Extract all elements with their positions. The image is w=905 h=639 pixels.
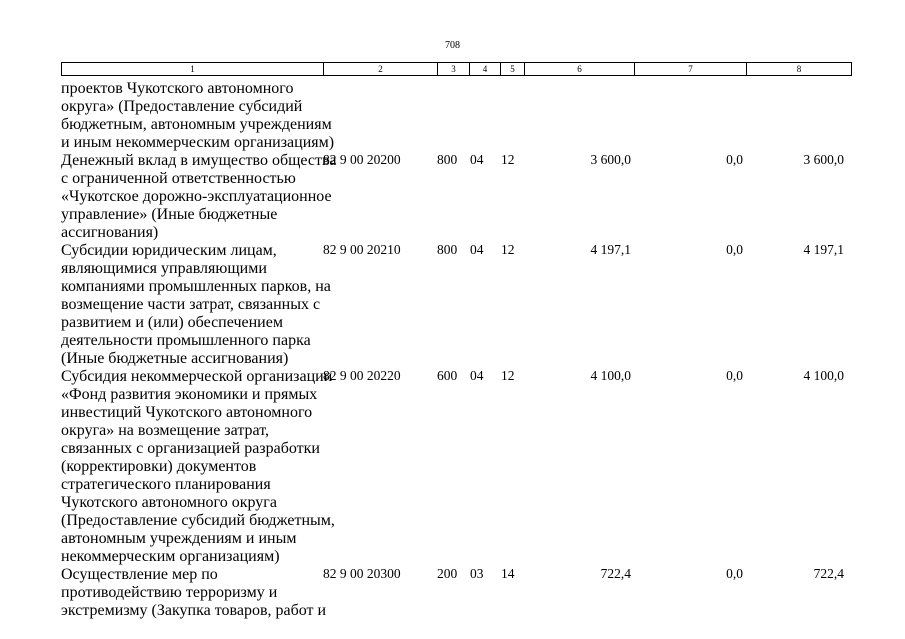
column-number: 4 [470,63,501,76]
row-name [61,152,337,242]
amount-total: 722,4 [600,566,631,581]
subsection: 14 [501,566,515,581]
row-name-line: бюджетным, автономным учреждениям [61,116,332,133]
target-code: 82 9 00 20200 [323,152,401,167]
row-name-line: экстремизму (Закупка товаров, работ и [61,602,327,619]
amount-federal: 0,0 [726,152,743,167]
section: 04 [470,152,484,167]
row-name-line: (Предоставление субсидий бюджетным, [61,512,335,529]
page-number: 708 [445,40,460,51]
row-name-line: «Чукотское дорожно-эксплуатационное [61,188,332,205]
row-name-line: Чукотского автономного округа [61,494,277,511]
amount-federal: 0,0 [726,242,743,257]
table-row [0,80,905,152]
row-name-line: развитием и (или) обеспечением [61,314,283,331]
table-row [0,368,905,566]
target-code: 82 9 00 20210 [323,242,401,257]
row-name-line: противодействию терроризму и [61,584,278,601]
row-name-line: округа» на возмещение затрат, [61,422,269,439]
amount-total: 3 600,0 [590,152,631,167]
subsection: 12 [501,368,515,383]
amount-federal: 0,0 [726,368,743,383]
column-header-table [61,62,852,76]
amount-regional: 722,4 [813,566,844,581]
column-number: 7 [635,63,747,76]
row-name-line: и иным некоммерческим организациям) [61,134,335,151]
table-row [0,566,905,620]
row-name-line: связанных с организацией разработки [61,440,320,457]
amount-regional: 4 197,1 [803,242,844,257]
section: 04 [470,368,484,383]
row-name-line: являющимися управляющими [61,260,267,277]
expense-type: 800 [437,242,458,257]
row-name-line: Субсидия некоммерческой организации [61,368,333,385]
row-name [61,368,335,566]
row-name-line: стратегического планирования [61,476,271,493]
table-row [0,152,905,242]
row-name-line: Субсидии юридическим лицам, [61,242,277,259]
row-name-line: компаниями промышленных парков, на [61,278,331,295]
row-name-line: Денежный вклад в имущество общества [61,152,337,169]
row-name [61,566,327,620]
row-name-line: «Фонд развития экономики и прямых [61,386,318,403]
subsection: 12 [501,242,515,257]
row-name-line: (корректировки) документов [61,458,257,475]
amount-regional: 3 600,0 [803,152,844,167]
amount-regional: 4 100,0 [803,368,844,383]
row-name-line: некоммерческим организациям) [61,548,280,565]
row-name-line: (Иные бюджетные ассигнования) [61,350,289,367]
amount-federal: 0,0 [726,566,743,581]
target-code: 82 9 00 20300 [323,566,401,581]
target-code: 82 9 00 20220 [323,368,401,383]
row-name-line: округа» (Предоставление субсидий [61,98,303,115]
budget-table-body [0,80,905,620]
expense-type: 200 [437,566,458,581]
column-number: 3 [438,63,470,76]
column-number: 8 [747,63,852,76]
row-name-line: с ограниченной ответственностью [61,170,296,187]
column-number: 1 [62,63,324,76]
row-name-line: ассигнования) [61,224,159,241]
section: 03 [470,566,484,581]
column-number-row [62,63,852,76]
column-number: 6 [525,63,635,76]
column-number: 5 [501,63,525,76]
row-name [61,242,331,368]
row-name [61,80,335,152]
row-name-line: инвестиций Чукотского автономного [61,404,313,421]
row-name-line: деятельности промышленного парка [61,332,311,349]
expense-type: 600 [437,368,458,383]
section: 04 [470,242,484,257]
row-name-line: автономным учреждениям и иным [61,530,297,547]
amount-total: 4 197,1 [590,242,631,257]
subsection: 12 [501,152,515,167]
column-number: 2 [324,63,438,76]
row-name-line: проектов Чукотского автономного [61,80,294,97]
table-row [0,242,905,368]
row-name-line: Осуществление мер по [61,566,218,583]
row-name-line: управление» (Иные бюджетные [61,206,278,223]
expense-type: 800 [437,152,458,167]
amount-total: 4 100,0 [590,368,631,383]
row-name-line: возмещение части затрат, связанных с [61,296,321,313]
